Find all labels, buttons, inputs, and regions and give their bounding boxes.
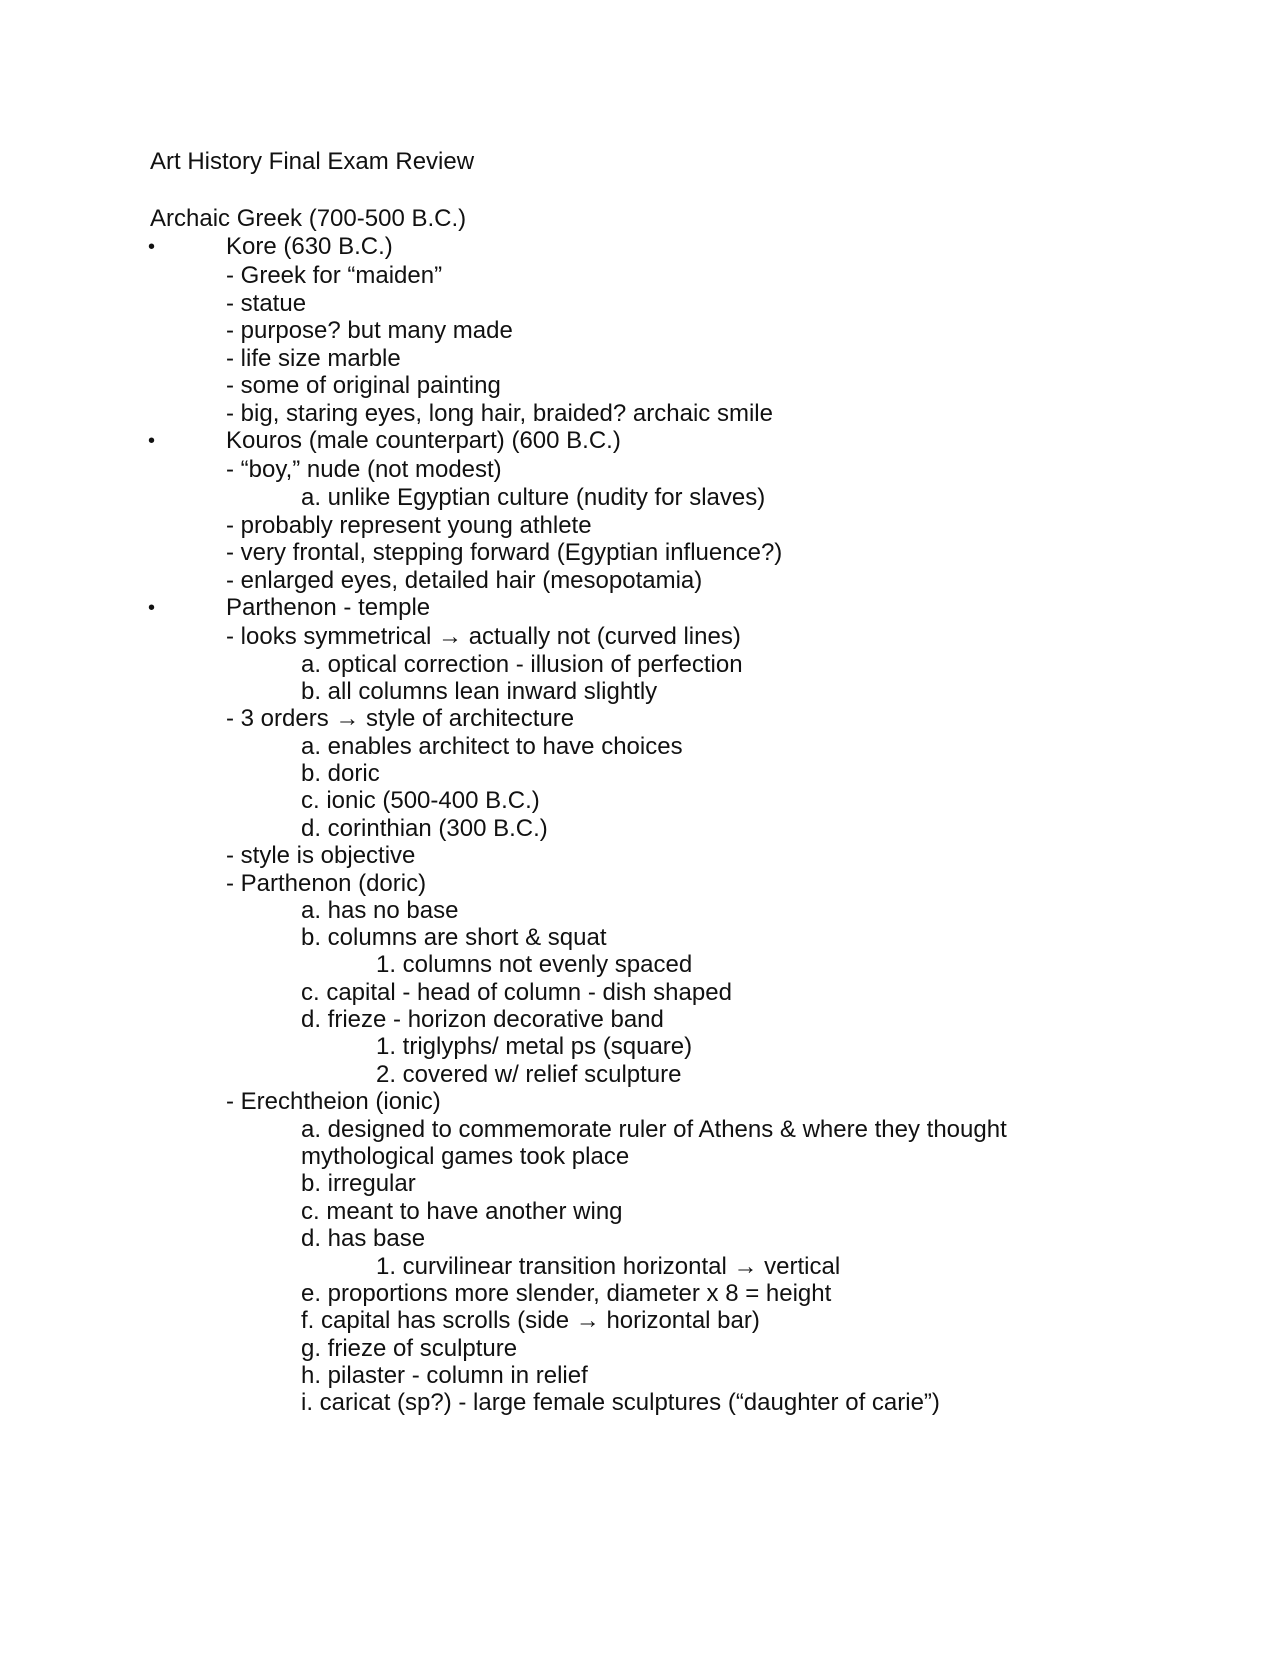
outline-item: mythological games took place [301,1143,630,1170]
outline-item: - probably represent young athlete [226,512,592,539]
outline-item: - enlarged eyes, detailed hair (mesopotamia) [226,567,703,594]
outline-item: g. frieze of sculpture [301,1335,518,1362]
outline-item: - big, staring eyes, long hair, braided? archaic smile [226,400,773,427]
outline-item: 1. triglyphs/ metal ps (square) [376,1033,693,1060]
outline-item: c. ionic (500-400 B.C.) [301,787,540,814]
outline-item: e. proportions more slender, diameter x 8 = height [301,1280,832,1307]
outline-item: Kouros (male counterpart) (600 B.C.) [226,427,621,454]
outline-item: c. capital - head of column - dish shaped [301,979,732,1006]
outline-item: - life size marble [226,345,401,372]
outline-item: d. frieze - horizon decorative band [301,1006,664,1033]
outline-item: a. designed to commemorate ruler of Athens & where they thought [301,1116,1007,1143]
outline-item: b. doric [301,760,380,787]
outline-item: h. pilaster - column in relief [301,1362,588,1389]
bullet: • [148,430,156,452]
outline-item: 1. columns not evenly spaced [376,951,693,978]
outline-item: Kore (630 B.C.) [226,233,393,260]
outline-item: b. irregular [301,1170,416,1197]
outline-item: - looks symmetrical → actually not (curved lines) [226,623,741,650]
outline-item: Parthenon - temple [226,594,431,621]
outline-item: - very frontal, stepping forward (Egyptian influence?) [226,539,783,566]
outline-item: - Parthenon (doric) [226,870,427,897]
outline-item: - statue [226,290,307,317]
outline-item: a. optical correction - illusion of perfection [301,651,743,678]
outline-item: d. has base [301,1225,426,1252]
outline-item: a. has no base [301,897,459,924]
outline-item: - some of original painting [226,372,501,399]
outline-item: - “boy,” nude (not modest) [226,456,502,483]
outline-item: 1. curvilinear transition horizontal → vertical [376,1253,841,1280]
outline-item: a. unlike Egyptian culture (nudity for slaves) [301,484,766,511]
bullet: • [148,236,156,258]
outline-item: - 3 orders → style of architecture [226,705,575,732]
outline-item: - purpose? but many made [226,317,513,344]
outline-item: 2. covered w/ relief sculpture [376,1061,682,1088]
outline-item: b. columns are short & squat [301,924,607,951]
bullet: • [148,597,156,619]
outline-item: i. caricat (sp?) - large female sculptures (“daughter of carie”) [301,1389,940,1416]
document-title: Art History Final Exam Review [150,148,475,175]
outline-item: c. meant to have another wing [301,1198,623,1225]
outline-item: b. all columns lean inward slightly [301,678,658,705]
outline-item: - style is objective [226,842,416,869]
section-heading: Archaic Greek (700-500 B.C.) [150,205,467,232]
outline-item: d. corinthian (300 B.C.) [301,815,548,842]
outline-item: - Erechtheion (ionic) [226,1088,441,1115]
outline-item: f. capital has scrolls (side → horizontal bar) [301,1307,760,1334]
outline-item: a. enables architect to have choices [301,733,683,760]
outline-item: - Greek for “maiden” [226,262,443,289]
